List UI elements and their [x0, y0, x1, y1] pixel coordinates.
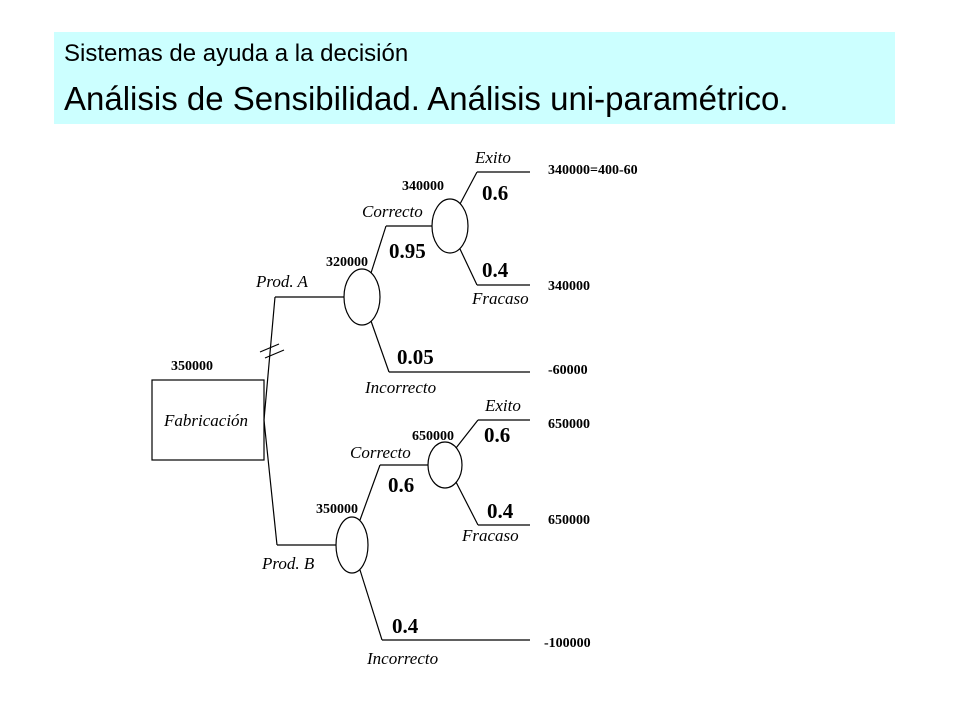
node-value-b-correcto: 650000	[412, 429, 454, 444]
branch-b-exito	[456, 420, 478, 448]
branch-label-b-exito: Exito	[485, 396, 521, 415]
branch-b-fracaso	[456, 482, 478, 525]
branch-label-a-exito: Exito	[475, 148, 511, 167]
chance-node-b-correcto	[428, 442, 462, 488]
prob-a-incorrecto: 0.05	[397, 345, 434, 369]
node-value-prod-a: 320000	[326, 255, 368, 270]
node-label-fabricacion: Fabricación	[164, 411, 249, 430]
branch-b-incorrecto	[360, 570, 382, 640]
branch-label-b-incorrecto: Incorrecto	[367, 649, 439, 668]
chance-node-prod-a	[344, 269, 380, 325]
payoff-a-fracaso: 340000	[548, 279, 590, 294]
chance-node-a-correcto	[432, 199, 468, 253]
payoff-b-fracaso: 650000	[548, 513, 590, 528]
slide-title: Análisis de Sensibilidad. Análisis uni-paramétrico.	[64, 80, 789, 117]
branch-prod-b	[264, 420, 277, 545]
payoff-b-incorrecto: -100000	[544, 636, 591, 651]
prune-mark	[265, 350, 284, 358]
node-value-prod-b: 350000	[316, 502, 358, 517]
payoff-a-exito: 340000=400-60	[548, 163, 638, 178]
slide-subtitle: Sistemas de ayuda a la decisión	[64, 40, 409, 67]
branch-label-a-correcto: Correcto	[362, 202, 423, 221]
branch-label-a-incorrecto: Incorrecto	[365, 378, 437, 397]
branch-label-a-fracaso: Fracaso	[472, 289, 529, 308]
payoff-b-exito: 650000	[548, 417, 590, 432]
branch-a-fracaso	[460, 249, 477, 285]
prune-mark	[260, 344, 279, 352]
node-value-root: 350000	[171, 359, 213, 374]
branch-a-correcto	[371, 226, 386, 273]
prob-a-exito: 0.6	[482, 181, 509, 205]
prob-a-fracaso: 0.4	[482, 258, 509, 282]
branch-label-prod-a: Prod. A	[256, 272, 308, 291]
prob-b-fracaso: 0.4	[487, 499, 514, 523]
prob-b-correcto: 0.6	[388, 473, 415, 497]
branch-a-exito	[460, 172, 477, 204]
branch-a-incorrecto	[371, 321, 389, 372]
payoff-a-incorrecto: -60000	[548, 363, 588, 378]
prob-b-exito: 0.6	[484, 423, 511, 447]
node-value-a-correcto: 340000	[402, 179, 444, 194]
chance-node-prod-b	[336, 517, 368, 573]
branch-b-correcto	[360, 465, 380, 520]
prob-a-correcto: 0.95	[389, 239, 426, 263]
branch-label-prod-b: Prod. B	[262, 554, 315, 573]
prob-b-incorrecto: 0.4	[392, 614, 419, 638]
branch-label-b-correcto: Correcto	[350, 443, 411, 462]
branch-label-b-fracaso: Fracaso	[462, 526, 519, 545]
branch-prod-a	[264, 297, 275, 420]
